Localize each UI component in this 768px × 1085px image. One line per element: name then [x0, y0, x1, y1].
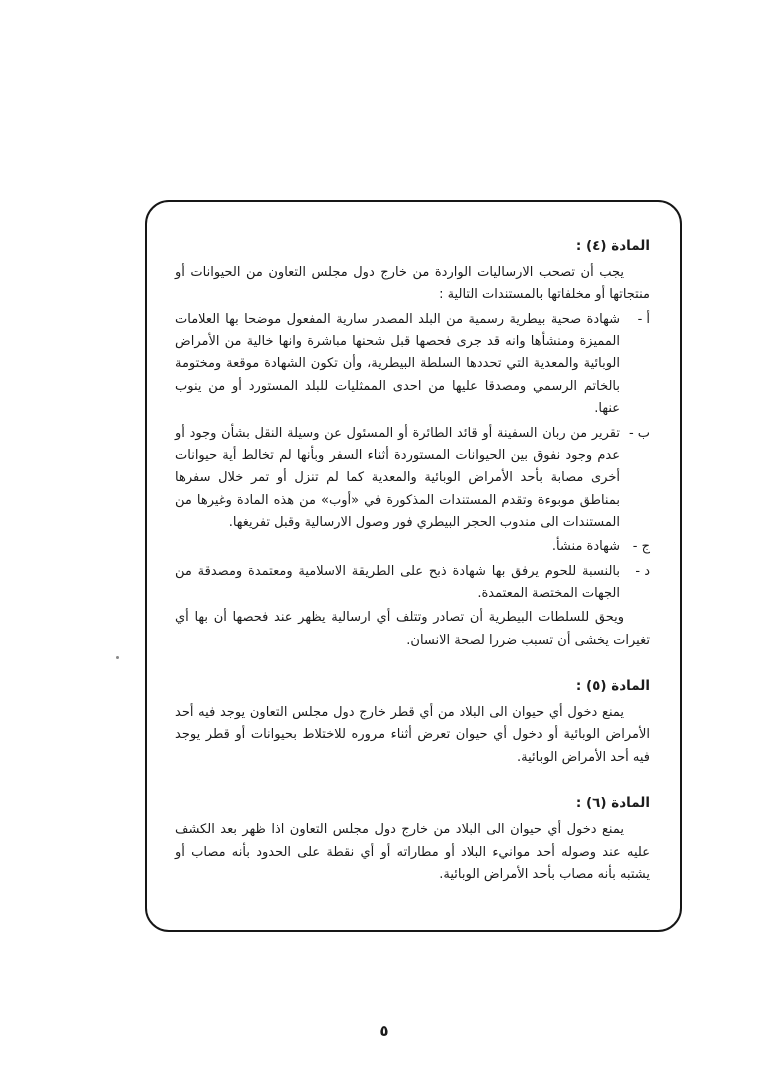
- list-item-b: [175, 423, 650, 535]
- list-item-j-marker: ج -: [632, 539, 650, 555]
- list-item-d-marker: د -: [635, 563, 650, 579]
- article-6-section: [175, 795, 650, 886]
- article-5-heading: المادة (٥) :: [575, 678, 650, 695]
- article-5-section: [175, 678, 650, 769]
- article-4-section: [175, 238, 650, 652]
- list-item-b-text: تقرير من ربان السفينة أو قائد الطائرة أو المسئول عن وسيلة النقل بشأن وجود أو عدم وجود نفوق بين الحيوانات المستوردة أثناء السفر وبأنها لم تخالط أية حيوانات أخرى مصابة بأحد الأمراض الوبائية والمعدية كما لم تنزل أو تمر خلال سفرها بمناطق موبوءة وتقدم المستندات المذكورة في «أوب» من هذه المادة وغيرها من المستندات الى مندوب الحجر البيطري فور وصول الارسالية وقبل تفريغها.: [175, 425, 620, 530]
- list-item-j: [175, 536, 650, 558]
- list-item-b-marker: ب -: [628, 425, 650, 441]
- article-4-intro: يجب أن تصحب الارساليات الواردة من خارج دول مجلس التعاون من الحيوانات أو منتجاتها أو مخلفاتها بالمستندات التالية :: [175, 265, 650, 303]
- list-item-a-marker: أ -: [637, 311, 650, 327]
- list-item-d: [175, 561, 650, 606]
- article-4-closing: ويحق للسلطات البيطرية أن تصادر وتتلف أي ارسالية يظهر عند فحصها أن بها أي تغيرات يخشى أن تسبب ضررا لصحة الانسان.: [175, 610, 650, 648]
- article-6-body: يمنع دخول أي حيوان الى البلاد من خارج دول مجلس التعاون اذا ظهر بعد الكشف عليه عند وصوله أحد موانيء البلاد أو مطاراته أو أي نقطة على الحدود بأنه مصاب أو يشتبه بأنه مصاب بأحد الأمراض الوبائية.: [175, 822, 650, 882]
- list-item-j-text: شهادة منشأ.: [551, 539, 620, 555]
- page-number: ٥: [379, 1022, 389, 1040]
- scan-artifact-dot: [116, 656, 119, 659]
- list-item-a: [175, 309, 650, 421]
- article-5-body: يمنع دخول أي حيوان الى البلاد من أي قطر خارج دول مجلس التعاون يوجد فيه أحد الأمراض الوبائية أو دخول أي حيوان تعرض أثناء مروره للاختلاط بحيوانات أو قطر يوجد فيه أحد الأمراض الوبائية.: [175, 705, 650, 765]
- article-4-heading: المادة (٤) :: [575, 238, 650, 254]
- article-6-heading: المادة (٦) :: [575, 795, 650, 812]
- list-item-d-text: بالنسبة للحوم يرفق بها شهادة ذبح على الطريقة الاسلامية ومعتمدة ومصدقة من الجهات المختصة المعتمدة.: [175, 563, 620, 602]
- list-item-a-text: شهادة صحية بيطرية رسمية من البلد المصدر سارية المفعول موضحا بها العلامات المميزة ومنشأها وانه قد جرى فحصها قبل شحنها مباشرة وانها خالية من الأمراض الوبائية والمعدية التي تحددها السلطة البيطرية، وأن تكون الشهادة موقعة ومختومة بالخاتم الرسمي ومصدقا عليها من احدى الممثليات للبلد المستورد أو من ينوب عنها.: [175, 311, 620, 417]
- document-border-frame: [145, 200, 682, 932]
